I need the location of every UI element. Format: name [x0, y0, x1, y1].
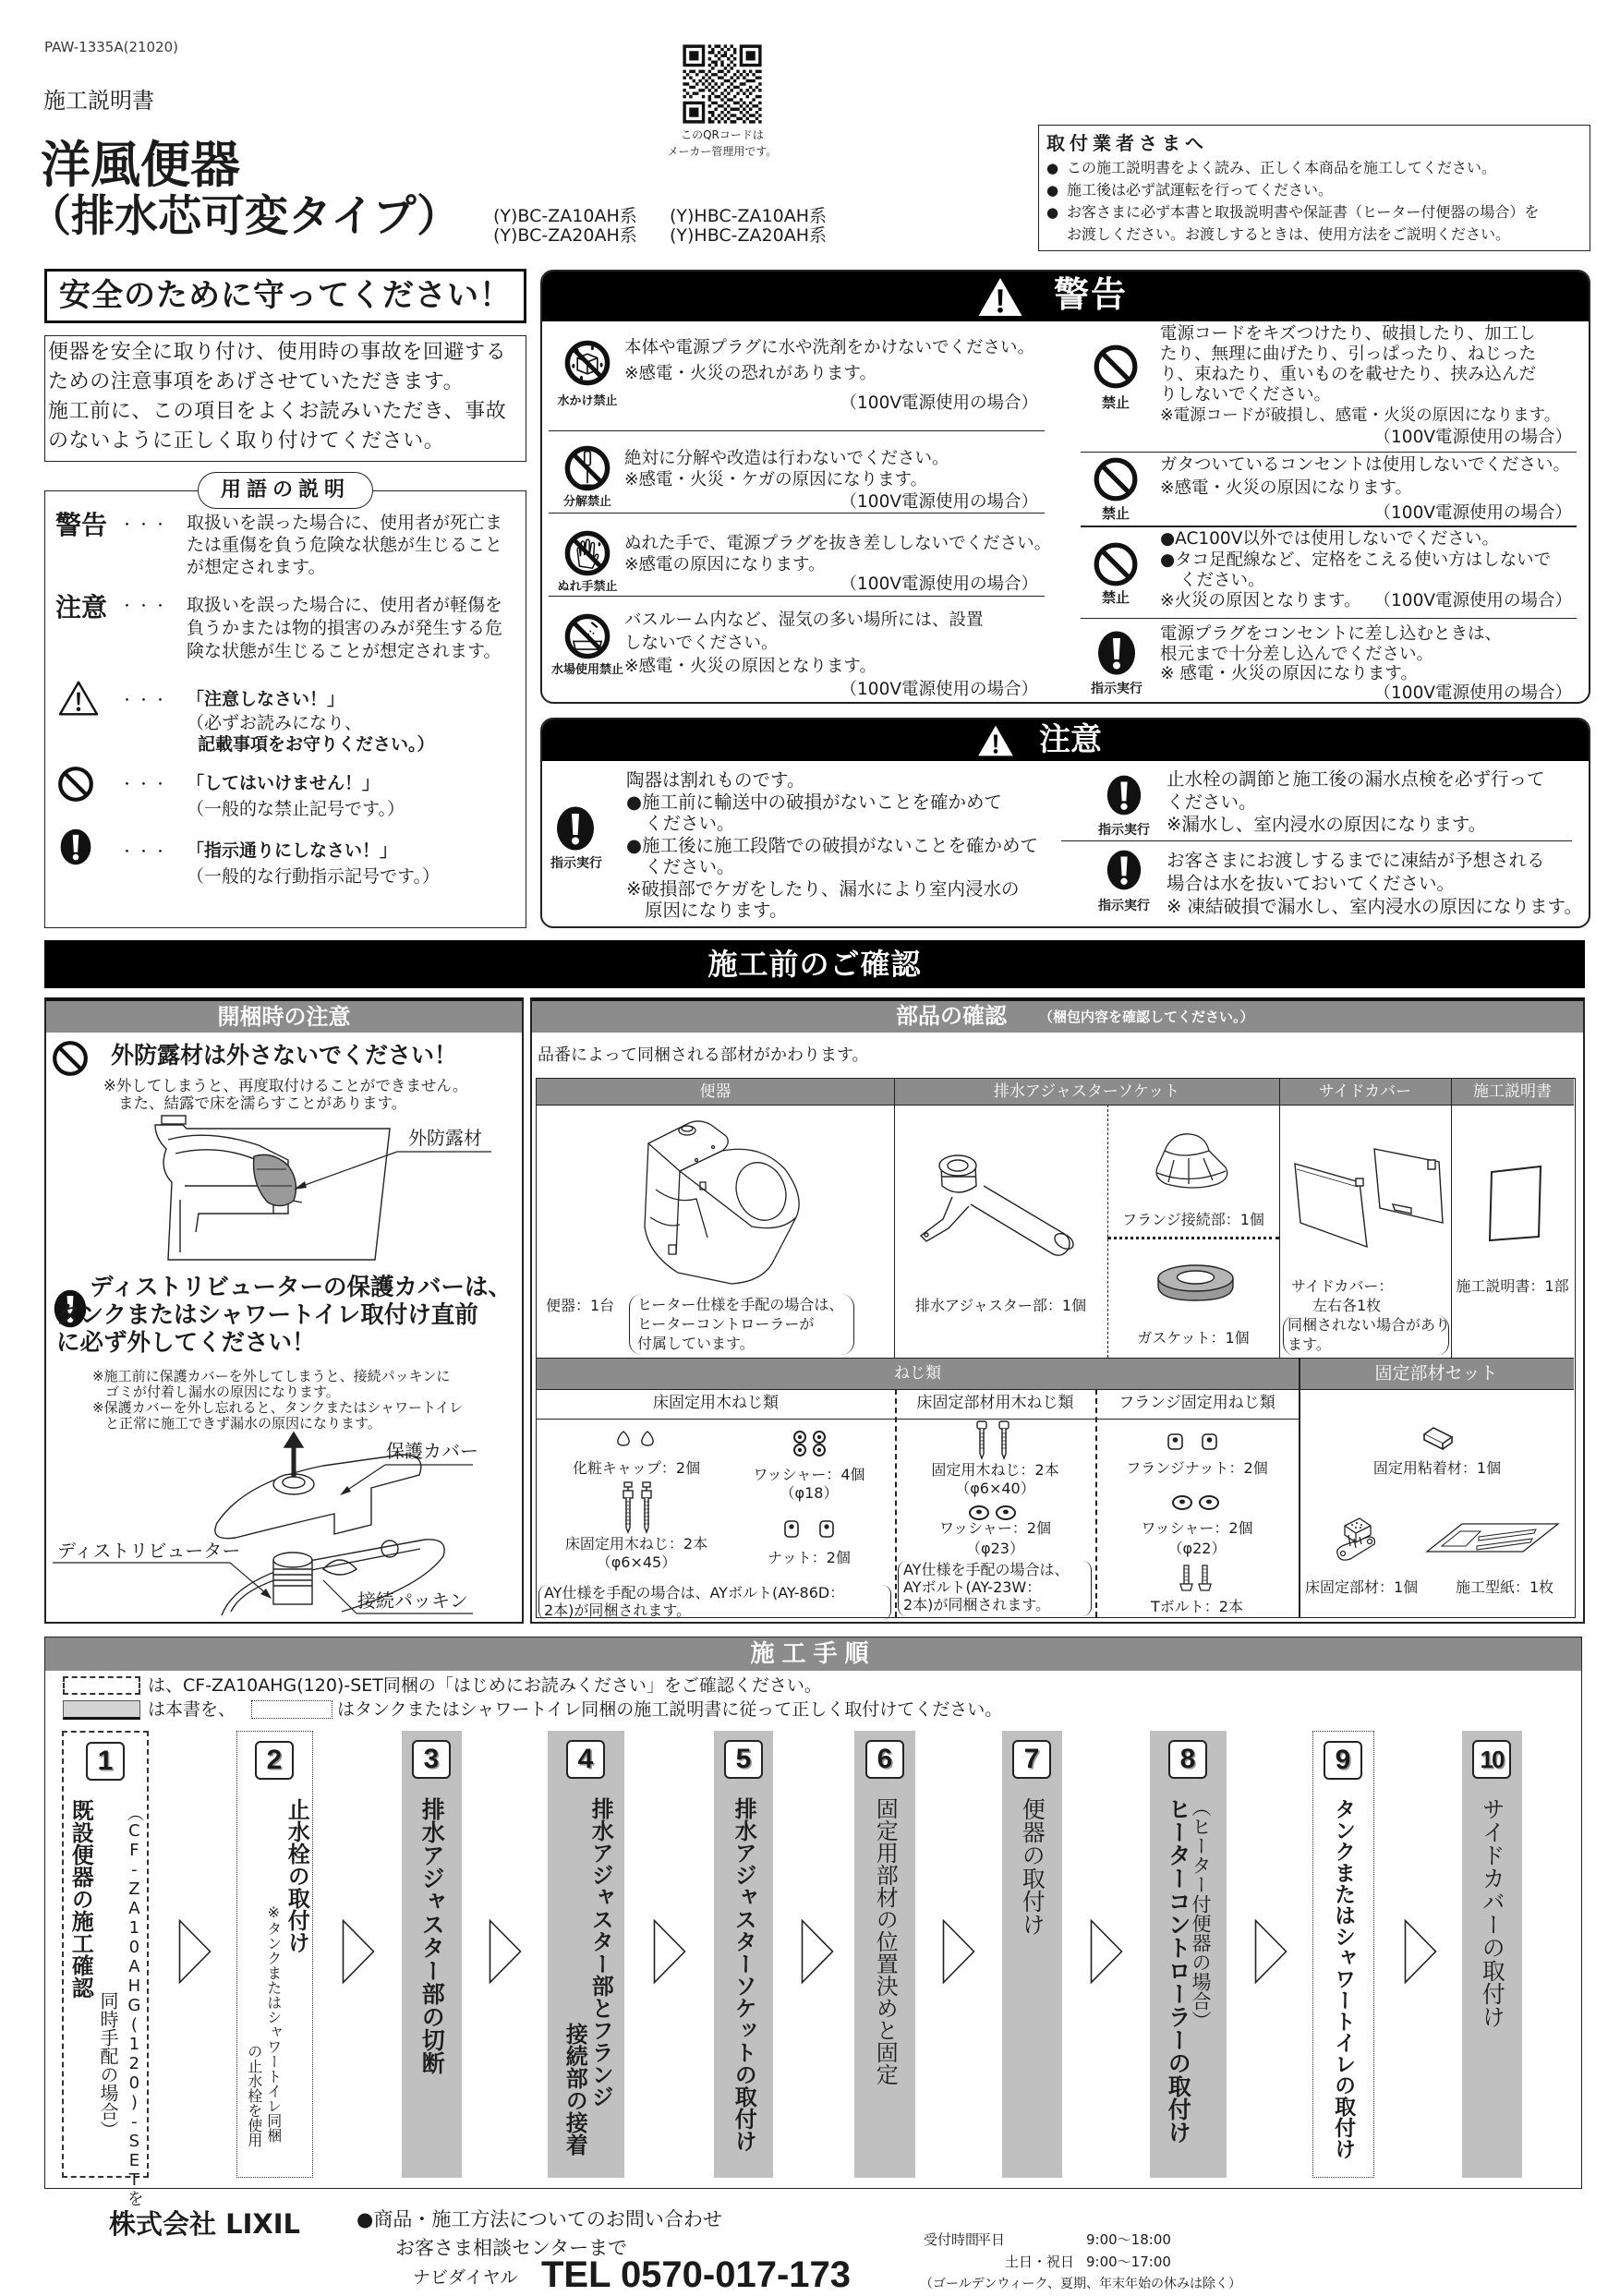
caution-line: 原因になります。 [645, 900, 788, 921]
installer-notice-title: 取付業者さまへ [1046, 132, 1208, 154]
model-number: (Y)BC-ZA10AH系 [493, 206, 637, 226]
distributor-note: と正常に施工できず漏水の原因になります。 [105, 1415, 381, 1432]
warning-line: 本体や電源プラグに水や洗剤をかけないでください。 [624, 338, 1035, 357]
column-header: 施工説明書 [1451, 1079, 1574, 1105]
side-cover-qty: 左右各1枚 [1312, 1297, 1382, 1314]
warning-note: （100V電源使用の場合） [1373, 428, 1572, 447]
toilet-note: ヒーター仕様を手配の場合は、 [637, 1296, 844, 1313]
floor-bracket-label: 床固定部材：1個 [1305, 1578, 1419, 1596]
qr-caption: このQRコードは [681, 128, 764, 141]
washer-size: （φ22） [1167, 1540, 1227, 1557]
icon-label: 水かけ禁止 [557, 394, 618, 408]
next-arrow-icon [1404, 1919, 1437, 1984]
mandatory-action-icon [1106, 773, 1142, 817]
step-title: 接続部の接着 [562, 2023, 588, 2156]
installer-notice-item: お客さまに必ず本書と取扱説明書や保証書（ヒーター付便器の場合）を [1067, 203, 1540, 221]
warning-line: りしないでください。 [1160, 385, 1332, 405]
glossary-line: が想定されます。 [187, 557, 326, 577]
divider [1061, 840, 1572, 841]
model-number: (Y)BC-ZA20AH系 [493, 225, 637, 246]
caution-line: 場合は水を抜いておいてください。 [1167, 873, 1456, 894]
mandatory-action-icon [59, 828, 92, 866]
step-number: 1 [86, 1742, 125, 1781]
warning-triangle-icon [976, 276, 1024, 318]
hours-label: 受付時間 [924, 2231, 980, 2248]
step-title: サイドカバーの取付け [1479, 1797, 1506, 2028]
qr-caption: メーカー管理用です。 [667, 145, 778, 158]
intro-line: 便器を安全に取り付け、使用時の事故を回避する [48, 341, 507, 364]
t-bolt-icon [1178, 1565, 1215, 1592]
glossary-line: （一般的な禁止記号です。） [187, 799, 405, 819]
template-paper-icon [1425, 1522, 1560, 1553]
step-number: 8 [1168, 1740, 1207, 1779]
step-number: 3 [412, 1740, 451, 1779]
ay-note: AY仕様を手配の場合は、AYボルト(AY-86D： [544, 1584, 845, 1601]
side-cover-label: サイドカバー： [1291, 1277, 1394, 1295]
caution-line: ください。 [645, 856, 735, 877]
model-number: (Y)HBC-ZA10AH系 [670, 206, 828, 226]
glossary-term-caution: 注意 [55, 592, 108, 622]
ay-note: AYボルト(AY-23W： [903, 1578, 1042, 1596]
warning-line: ※感電・火災の原因になります。 [1160, 478, 1413, 498]
flange-illustration [1148, 1130, 1232, 1192]
mandatory-action-icon [555, 804, 596, 852]
divider [894, 1079, 895, 1358]
step-note: ※タンクまたはシャワートイレ同梱 [264, 1903, 283, 2143]
warning-header [542, 272, 1589, 321]
caution-line: 陶器は割れものです。 [626, 769, 805, 791]
installer-notice-box [1038, 125, 1590, 251]
warning-line: ※電源コードが破損し、感電・火災の原因になります。 [1160, 406, 1561, 425]
step-number: 9 [1324, 1741, 1362, 1780]
glossary-dots: ・・・ [120, 843, 171, 860]
washer-icon [1170, 1494, 1221, 1511]
procedure-title: 施工手順 [45, 1637, 1581, 1671]
warning-note: （100V電源使用の場合） [1373, 683, 1572, 703]
next-arrow-icon [1090, 1919, 1123, 1984]
step-10 [1462, 1731, 1522, 2178]
icon-label: 禁止 [1101, 394, 1130, 411]
cover-callout: 保護カバー [386, 1440, 478, 1462]
next-arrow-icon [178, 1919, 212, 1984]
warning-title: 警告 [1054, 274, 1129, 315]
screw-group-title: フランジ固定用ねじ類 [1118, 1394, 1275, 1412]
step-title: 止水栓の取付け [284, 1798, 310, 1953]
intro-line: のないように正しく取り付けてください。 [48, 429, 445, 453]
toilet-illustration [623, 1116, 822, 1287]
washer-label: ワッシャー：2個 [1141, 1519, 1253, 1537]
divider [1081, 452, 1577, 453]
step-4 [548, 1731, 624, 2178]
legend-tank-manual-swatch [251, 1700, 332, 1719]
step-title: 排水アジャスター部の切断 [418, 1797, 446, 2074]
glossary-line: 「指示通りにしなさい！」 [187, 840, 398, 861]
warning-panel [540, 270, 1590, 704]
divider [895, 1389, 897, 1617]
glossary-line: 険な状態が生じることが想定されます。 [187, 641, 502, 661]
step-3 [402, 1731, 462, 2178]
next-arrow-icon [489, 1919, 522, 1984]
qr-code-icon [680, 42, 765, 127]
step-note: （CF-ZA10AHG(120)-SETを [124, 1805, 144, 2206]
flange-nut-label: フランジナット：2個 [1126, 1459, 1268, 1477]
glossary-dots: ・・・ [120, 692, 171, 708]
column-header: 排水アジャスターソケット [894, 1079, 1279, 1105]
ay-note: 2本)が同梱されます。 [903, 1596, 1051, 1613]
wood-screw-icon [618, 1481, 658, 1533]
side-cover-note: 同梱されない場合があり [1288, 1316, 1451, 1334]
divider [537, 1419, 1299, 1420]
step-note: （ヒーター付便器の場合） [1190, 1797, 1213, 2030]
divider [537, 1358, 1574, 1359]
manual-label: 施工説明書：1部 [1456, 1277, 1569, 1295]
caution-line: ください。 [645, 813, 735, 834]
divider [549, 596, 1045, 597]
glossary-line: 負うかまたは物的損害のみが発生する危 [187, 618, 503, 638]
divider [1081, 618, 1577, 619]
warning-note: （100V電源使用の場合） [840, 680, 1038, 699]
washer-size: （φ18） [780, 1484, 839, 1502]
screw-label: 床固定用木ねじ：2本 [564, 1535, 708, 1553]
weekend-label: 土日・祝日 [1005, 2254, 1075, 2270]
warning-line: ※感電・火災の恐れがあります。 [624, 364, 877, 383]
caution-header [542, 719, 1589, 761]
warning-line: ●AC100V以外では使用しないでください。 [1160, 529, 1499, 549]
dew-cover-note: ※外してしまうと、再度取付けることができません。 [103, 1077, 468, 1094]
divider [1107, 1105, 1108, 1358]
glossary-line: たは重傷を負う危険な状態が生じること [187, 535, 503, 555]
parts-title: 部品の確認 [896, 1003, 1007, 1029]
warning-line: ※感電の原因になります。 [624, 555, 826, 574]
mandatory-action-icon [1096, 629, 1137, 677]
packing-callout: 接続パッキン [357, 1589, 468, 1612]
side-cover-illustration [1291, 1143, 1445, 1259]
screw-group-title: 床固定用木ねじ類 [653, 1394, 779, 1412]
intro-line: 施工前に、この項目をよくお読みいただき、事故 [48, 400, 507, 423]
step-title: 固定用部材の位置決めと固定 [872, 1797, 899, 2085]
next-arrow-icon [653, 1919, 686, 1984]
dew-cover-note: また、結露で床を濡らすことがあります。 [118, 1094, 407, 1112]
icon-label: 禁止 [1101, 589, 1130, 606]
step-5 [714, 1731, 773, 2178]
screw-group-title: 床固定部材用木ねじ類 [916, 1394, 1074, 1412]
icon-label: 指示実行 [1098, 823, 1150, 838]
weekend-hours: 9:00～17:00 [1086, 2254, 1171, 2270]
warning-line: ぬれた手で、電源プラグを抜き差ししないでください。 [624, 534, 1052, 553]
distributor-note: ゴミが付着し漏水の原因になります。 [105, 1384, 340, 1400]
parts-note: 品番によって同梱される部材がかわります。 [538, 1045, 869, 1065]
column-header: 便器 [537, 1079, 894, 1105]
no-water-splash-icon [562, 338, 612, 388]
caution-line: ●施工後に施工段階での破損がないことを確かめて [626, 835, 1039, 856]
glossary-title: 用語の説明 [198, 472, 373, 509]
mandatory-action-icon [1106, 848, 1142, 892]
warning-line: り、束ねたり、重いものを載せたり、挟み込んだ [1160, 365, 1537, 384]
warning-triangle-icon [976, 724, 1015, 757]
prohibition-icon [1092, 343, 1140, 391]
decorative-cap-icon [615, 1431, 659, 1446]
warning-line: たり、無理に曲げたり、引っぱったり、ねじった [1160, 344, 1537, 364]
prohibition-icon [51, 1039, 90, 1078]
warning-line: ※感電・火災の原因となります。 [624, 657, 877, 676]
warning-line: ※ 感電・火災の原因になります。 [1160, 664, 1418, 683]
step-1 [62, 1731, 149, 2206]
installer-notice-item: お渡しください。お渡しするときは、使用方法をご説明ください。 [1067, 225, 1511, 243]
warning-line: 根元まで十分差し込んでください。 [1160, 645, 1434, 664]
support-center: お客さま相談センターまで [395, 2237, 628, 2259]
screw-label: 固定用木ねじ：2本 [931, 1461, 1059, 1479]
divider [1081, 526, 1577, 527]
icon-label: 指示実行 [1098, 899, 1150, 913]
warning-note: （100V電源使用の場合） [840, 393, 1038, 413]
prohibition-icon [1092, 455, 1140, 503]
divider [537, 1105, 1574, 1106]
weekday-hours: 9:00～18:00 [1086, 2231, 1171, 2248]
intro-line: ための注意事項をあげさせていただきます。 [48, 370, 465, 393]
divider [1279, 1079, 1280, 1358]
bullet: ● [1046, 182, 1059, 199]
next-arrow-icon [942, 1919, 975, 1984]
unpacking-panel [44, 997, 524, 1624]
company-name: 株式会社 LIXIL [109, 2208, 300, 2240]
toilet-note: 付属しています。 [637, 1335, 755, 1352]
side-cover-note: ます。 [1288, 1335, 1331, 1353]
parts-table [536, 1078, 1576, 1618]
legend-text: は本書を、 [148, 1699, 236, 1720]
washer-size: （φ23） [966, 1540, 1024, 1557]
washer-label: ワッシャー：4個 [753, 1466, 865, 1483]
divider [549, 430, 1045, 431]
icon-label: 禁止 [1101, 505, 1130, 522]
screw-size: （φ6×40） [955, 1480, 1035, 1497]
screw-size: （φ6×45） [596, 1553, 677, 1571]
navi-dial-label: ナビダイヤル [413, 2267, 518, 2288]
icon-label: 分解禁止 [562, 495, 611, 509]
distributor-heading: タンクまたはシャワートイレ取付け直前 [56, 1301, 478, 1329]
ay-note: AY仕様を手配の場合は、 [903, 1561, 1070, 1578]
washer-label: ワッシャー：2個 [938, 1519, 1052, 1537]
adjuster-label: 排水アジャスター部：1個 [914, 1297, 1087, 1314]
next-arrow-icon [801, 1919, 834, 1984]
prohibition-icon [1092, 540, 1140, 588]
dew-cover-heading: 外防露材は外さないでください！ [111, 1042, 458, 1069]
distributor-callout: ディストリビューター [57, 1540, 241, 1562]
product-subtitle: （排水芯可変タイプ） [28, 191, 461, 242]
toilet-label: 便器：1台 [546, 1297, 615, 1314]
warning-line: ※火災の原因となります。 [1160, 591, 1361, 610]
distributor-heading: に必ず外してください！ [56, 1329, 316, 1357]
document-type: 施工説明書 [43, 88, 154, 114]
legend-other-manual-swatch [63, 1676, 140, 1695]
step-note: の止水栓を使用 [245, 2044, 263, 2147]
procedure-panel [44, 1637, 1582, 2206]
caution-line: 止水栓の調節と施工後の漏水点検を必ず行って [1167, 768, 1545, 790]
step-note: 同時手配の場合） [97, 1991, 119, 2139]
fixing-set-header: 固定部材セット [1299, 1358, 1574, 1389]
caution-line: ください。 [1167, 792, 1257, 813]
installer-notice-item: 施工後は必ず試運転を行ってください。 [1067, 181, 1334, 199]
caution-line: ※破損部でケガをしたり、漏水により室内浸水の [626, 878, 1020, 900]
washer-icon [790, 1430, 829, 1457]
bullet: ● [1046, 204, 1059, 221]
toilet-note: ヒーターコントローラーが [637, 1315, 815, 1333]
step-8 [1150, 1731, 1227, 2178]
t-bolt-label: Tボルト：2本 [1151, 1598, 1243, 1615]
manual-illustration [1487, 1165, 1543, 1241]
divider [537, 1389, 1574, 1390]
step-title: 便器の取付け [1019, 1797, 1046, 1936]
warning-line: ※感電・火災・ケガの原因になります。 [624, 470, 928, 489]
glossary-dots: ・・・ [120, 776, 171, 792]
installer-notice-item: この施工説明書をよく読み、正しく本商品を施工してください。 [1067, 159, 1496, 176]
icon-label: 水場使用禁止 [550, 663, 623, 677]
step-title: 排水アジャスター部とフランジ [587, 1797, 614, 2108]
adhesive-label: 固定用粘着材：1個 [1372, 1459, 1502, 1477]
ay-note: 2本)が同梱されます。 [544, 1601, 692, 1619]
cap-label: 化粧キャップ：2個 [572, 1459, 701, 1477]
divider [1451, 1079, 1452, 1358]
warning-line: ください。 [1179, 571, 1265, 590]
bullet: ● [1046, 160, 1059, 176]
flange-label: フランジ接続部：1個 [1122, 1211, 1264, 1228]
divider [549, 513, 1045, 514]
no-wet-hands-icon [562, 528, 612, 578]
gasket-label: ガスケット：1個 [1137, 1329, 1250, 1347]
safety-title: 安全のために守ってください！ [44, 269, 526, 323]
legend-text: はタンクまたはシャワートイレ同梱の施工説明書に従って正しく取付けてください。 [337, 1699, 1003, 1720]
step-title: ヒーターコントローラーの取付け [1165, 1797, 1192, 2144]
step-number: 6 [865, 1740, 904, 1779]
glossary-line: 記載事項をお守りください。） [198, 734, 435, 755]
parts-subtitle: （梱包内容を確認してください。） [1039, 1009, 1254, 1025]
glossary-dots: ・・・ [120, 516, 171, 533]
product-title: 洋風便器 [41, 136, 240, 194]
distributor-note: ※保護カバーを外し忘れると、タンクまたはシャワートイレ [92, 1399, 464, 1416]
icon-label: ぬれ手禁止 [557, 580, 618, 594]
caution-line: お客さまにお渡しするまでに凍結が予想される [1167, 850, 1545, 871]
warning-line: 電源プラグをコンセントに差し込むときは、 [1160, 624, 1503, 644]
caution-line: ●施工前に輸送中の破損がないことを確かめて [626, 792, 1003, 813]
nut-icon [782, 1518, 837, 1539]
warning-line: しないでください。 [624, 634, 779, 653]
distributor-note: ※施工前に保護カバーを外してしまうと、接続パッキンに [92, 1368, 451, 1384]
warning-line: バスルーム内など、湿気の多い場所には、設置 [624, 610, 984, 630]
glossary-line: 取扱いを誤った場合に、使用者が死亡ま [187, 513, 503, 533]
glossary-line: （一般的な行動指示記号です。） [187, 866, 440, 887]
gasket-illustration [1155, 1263, 1236, 1302]
model-number: (Y)HBC-ZA20AH系 [670, 225, 828, 246]
screws-header: ねじ類 [537, 1358, 1299, 1389]
nut-label: ナット：2個 [768, 1549, 851, 1566]
step-2 [236, 1731, 313, 2178]
step-title: 排水アジャスターソケットの取付け [731, 1797, 757, 2152]
glossary-line: （必ずお読みになり、 [187, 713, 363, 733]
next-arrow-icon [342, 1919, 375, 1984]
warning-line: 絶対に分解や改造は行わないでください。 [624, 449, 949, 468]
warning-note: （100V電源使用の場合） [1373, 503, 1572, 523]
step-number: 7 [1012, 1740, 1051, 1779]
column-header: サイドカバー [1279, 1079, 1451, 1105]
adhesive-block-icon [1421, 1426, 1455, 1450]
glossary-dots: ・・・ [120, 598, 171, 614]
phone-number: TEL 0570-017-173 [541, 2254, 852, 2295]
step-9 [1312, 1731, 1374, 2178]
holiday-exclusion: （ゴールデンウィーク、夏期、年末年始の休みは除く） [920, 2277, 1242, 2291]
step-number: 5 [724, 1740, 763, 1779]
no-wet-location-icon [562, 611, 612, 661]
dew-cover-callout: 外防露材 [408, 1127, 482, 1149]
caution-line: ※漏水し、室内浸水の原因になります。 [1167, 814, 1487, 835]
caution-title: 注意 [1039, 721, 1102, 758]
weekday-label: 平日 [977, 2231, 1006, 2248]
parts-panel [530, 997, 1585, 1624]
distributor-heading: ディストリビューターの保護カバーは、 [90, 1274, 512, 1301]
step-title: 既設便器の施工確認 [67, 1799, 94, 1999]
divider [1095, 1389, 1097, 1617]
template-paper-label: 施工型紙：1枚 [1456, 1578, 1554, 1596]
divider [1107, 1237, 1279, 1239]
glossary-line: 取扱いを誤った場合に、使用者が軽傷を [187, 595, 503, 615]
caution-panel [540, 718, 1590, 928]
pre-install-title: 施工前のご確認 [44, 940, 1585, 988]
icon-label: 指示実行 [1091, 682, 1142, 696]
warning-note: （100V電源使用の場合） [1373, 591, 1572, 610]
step-6 [854, 1731, 915, 2178]
icon-label: 指示実行 [550, 856, 602, 871]
document-code: PAW-1335A(21020) [44, 39, 179, 55]
parts-header [532, 1001, 1583, 1033]
step-number: 4 [566, 1740, 605, 1779]
warning-line: ●タコ足配線など、定格をこえる使い方はしないで [1160, 550, 1552, 570]
step-number: 10 [1472, 1740, 1511, 1779]
legend-text: は、CF-ZA10AHG(120)-SET同梱の「はじめにお読みください」をご確認ください。 [148, 1675, 822, 1696]
warning-line: ガタついているコンセントは使用しないでください。 [1160, 455, 1571, 475]
legend-this-manual-swatch [63, 1700, 140, 1720]
glossary-term-warning: 警告 [55, 510, 108, 540]
glossary-line: 「してはいけません！」 [187, 773, 381, 793]
drain-adjuster-illustration [913, 1149, 1078, 1266]
step-title: タンクまたはシャワートイレの取付け [1331, 1798, 1356, 2159]
unpacking-title: 開梱時の注意 [46, 1001, 522, 1033]
warning-line: 電源コードをキズつけたり、破損したり、加工し [1160, 324, 1536, 344]
next-arrow-icon [1254, 1919, 1288, 1984]
divider [1299, 1358, 1300, 1617]
step-number: 2 [255, 1741, 294, 1780]
wood-screw-icon [971, 1420, 1017, 1459]
caution-line: ※ 凍結破損で漏水し、室内浸水の原因になります。 [1167, 896, 1582, 917]
warning-note: （100V電源使用の場合） [840, 574, 1038, 594]
inquiry-text: ●商品・施工方法についてのお問い合わせ [357, 2208, 722, 2230]
warning-note: （100V電源使用の場合） [840, 492, 1038, 512]
no-disassembly-icon [562, 443, 612, 493]
floor-bracket-icon [1334, 1517, 1378, 1563]
glossary-line: 「注意しなさい！」 [187, 689, 345, 709]
safety-intro-box [44, 335, 526, 462]
step-7 [1002, 1731, 1062, 2178]
prohibition-icon [56, 765, 95, 804]
warning-triangle-icon [57, 680, 100, 717]
flange-nut-icon [1166, 1432, 1219, 1451]
